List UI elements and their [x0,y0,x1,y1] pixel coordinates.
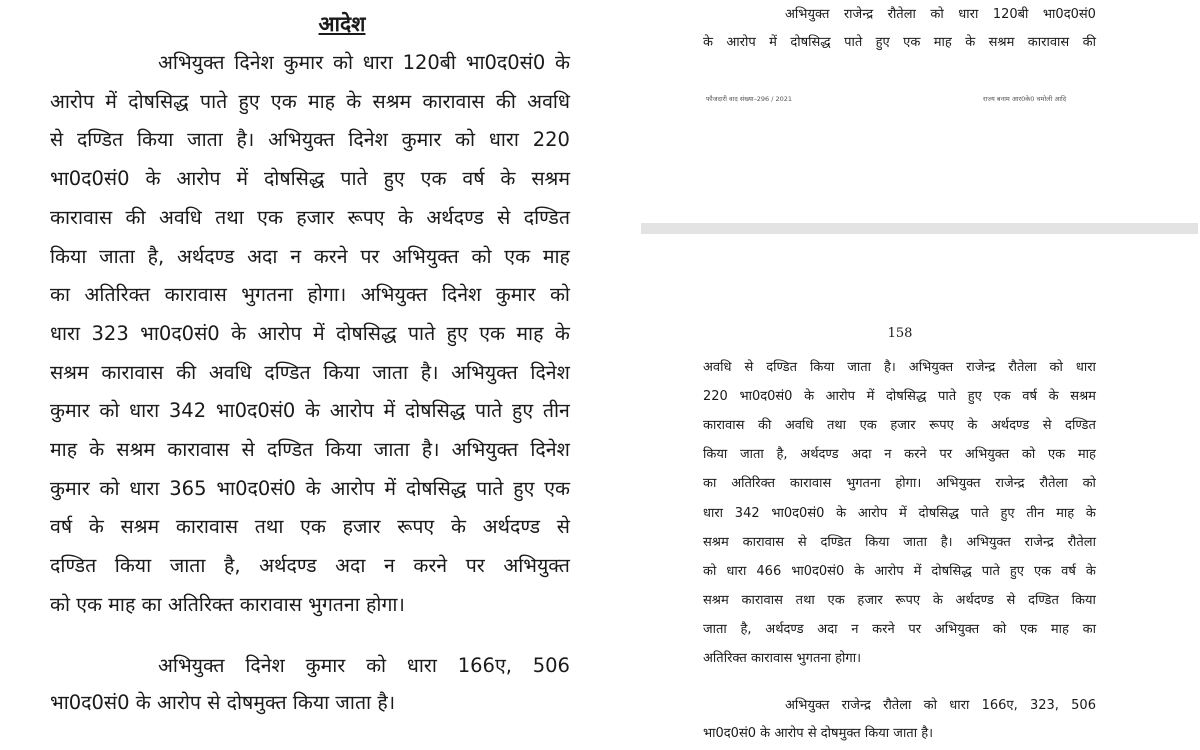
text-line: भा0द0सं0 के आरोप से दोषमुक्त किया जाता है। [50,691,396,714]
text-line: अतिरिक्त कारावास भुगतना होगा। [703,651,862,666]
text-line: कारावास की अवधि तथा एक हजार रूपए के अर्थदण्ड से दण्डित [703,418,1096,434]
text-line: आरोप में दोषसिद्ध पाते हुए एक माह के सश्रम कारावास की अवधि [50,89,570,113]
text-line: अभियुक्त राजेन्द्र रौतेला को धारा 166ए, 323, 506 [785,698,1096,713]
text-line: जाता है, अर्थदण्ड अदा न करने पर अभियुक्त को एक माह का [703,621,1096,637]
right-document-view [641,0,1200,750]
text-line: 220 भा0द0सं0 के आरोप में दोषसिद्ध पाते हुए एक वर्ष के सश्रम [703,389,1096,405]
text-line: सश्रम कारावास से दण्डित किया जाता है। अभियुक्त राजेन्द्र रौतेला [703,534,1096,550]
text-line: भा0द0सं0 के आरोप में दोषसिद्ध पाते हुए एक वर्ष के सश्रम [50,167,570,191]
page-separator [641,223,1198,234]
text-line: से दण्डित किया जाता है। अभियुक्त दिनेश कुमार को धारा 220 [50,128,570,152]
text-line: अभियुक्त दिनेश कुमार को धारा 120बी भा0द0सं0 के [158,51,570,74]
text-line: दण्डित किया जाता है, अर्थदण्ड अदा न करने पर अभियुक्त [50,554,570,578]
text-line: कुमार को धारा 365 भा0द0सं0 के आरोप में दोषसिद्ध पाते हुए एक [50,476,570,500]
text-line: का अतिरिक्त कारावास भुगतना होगा। अभियुक्त राजेन्द्र रौतेला को [703,476,1096,492]
text-line: सश्रम कारावास की अवधि दण्डित किया जाता है। अभियुक्त दिनेश [50,360,570,384]
text-line: धारा 323 भा0द0सं0 के आरोप में दोषसिद्ध पाते हुए एक माह के [50,321,570,345]
text-line: अभियुक्त राजेन्द्र रौतेला को धारा 120बी भा0द0सं0 [785,7,1096,22]
text-line: को एक माह का अतिरिक्त कारावास भुगतना होगा। [50,592,405,616]
case-title-footer: राज्य बनाम आर0के0 चमोली आदि [983,95,1067,103]
text-line: वर्ष के सश्रम कारावास तथा एक हजार रूपए के अर्थदण्ड से [50,515,570,539]
text-line: अभियुक्त दिनेश कुमार को धारा 166ए, 506 [158,654,570,677]
case-number-footer: फौजदारी वाद संख्या–296 / 2021 [706,95,793,103]
page-number: 158 [887,326,913,341]
text-line: किया जाता है, अर्थदण्ड अदा न करने पर अभियुक्त को एक माह [50,244,570,268]
text-line: किया जाता है, अर्थदण्ड अदा न करने पर अभियुक्त को एक माह [703,447,1096,463]
text-line: धारा 342 भा0द0सं0 के आरोप में दोषसिद्ध पाते हुए तीन माह के [703,505,1096,521]
text-line: सश्रम कारावास तथा एक हजार रूपए के अर्थदण्ड से दण्डित किया [703,592,1096,608]
order-heading: आदेश [318,12,366,36]
text-line: का अतिरिक्त कारावास भुगतना होगा। अभियुक्त दिनेश कुमार को [50,283,570,307]
text-line: अवधि से दण्डित किया जाता है। अभियुक्त राजेन्द्र रौतेला को धारा [703,360,1096,375]
text-line: के आरोप में दोषसिद्ध पाते हुए एक माह के सश्रम कारावास की [703,35,1096,50]
text-line: कारावास की अवधि तथा एक हजार रूपए के अर्थदण्ड से दण्डित [50,205,570,229]
text-line: कुमार को धारा 342 भा0द0सं0 के आरोप में दोषसिद्ध पाते हुए तीन [50,399,570,423]
text-line: माह के सश्रम कारावास से दण्डित किया जाता है। अभियुक्त दिनेश [50,438,570,461]
text-line: भा0द0सं0 के आरोप से दोषमुक्त किया जाता है। [703,726,934,741]
text-line: को धारा 466 भा0द0सं0 के आरोप में दोषसिद्ध पाते हुए एक वर्ष के [703,563,1096,579]
